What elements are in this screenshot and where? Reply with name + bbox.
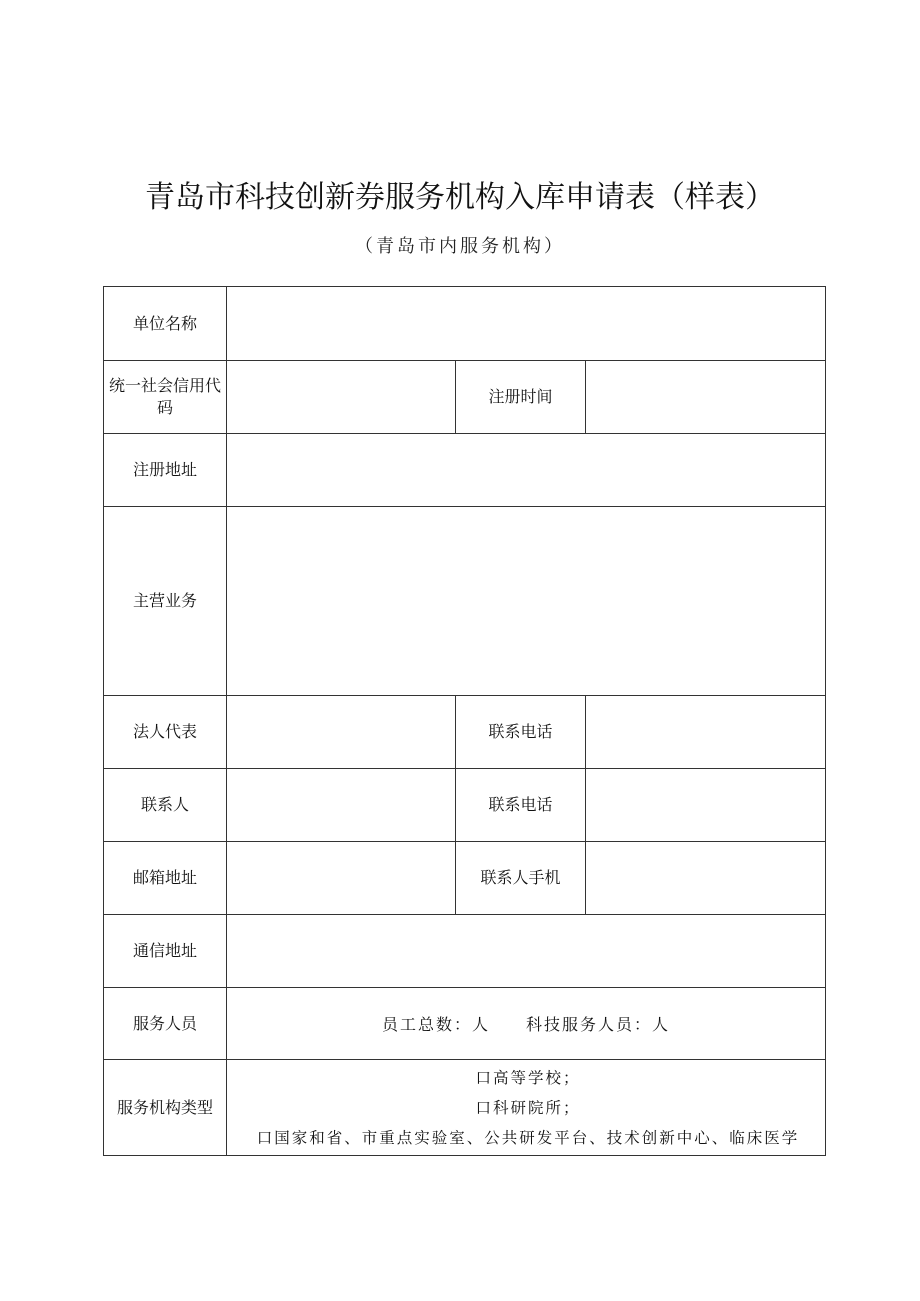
contact-mobile-label: 联系人手机 bbox=[456, 842, 586, 915]
org-type-label: 服务机构类型 bbox=[104, 1060, 227, 1156]
staff-label: 服务人员 bbox=[104, 988, 227, 1060]
contact-mobile-field[interactable] bbox=[586, 842, 826, 915]
contact-person-label: 联系人 bbox=[104, 769, 227, 842]
document-subtitle: （青岛市内服务机构） bbox=[355, 236, 565, 257]
row-reg-address bbox=[104, 434, 826, 507]
application-form-table bbox=[103, 286, 826, 1156]
credit-code-label: 统一社会信用代码 bbox=[104, 361, 227, 434]
reg-time-label: 注册时间 bbox=[456, 361, 586, 434]
contact-phone-label: 联系电话 bbox=[456, 696, 586, 769]
row-main-business bbox=[104, 507, 826, 696]
credit-code-field[interactable] bbox=[227, 361, 456, 434]
email-field[interactable] bbox=[227, 842, 456, 915]
staff-field[interactable] bbox=[227, 988, 826, 1060]
contact-person-field[interactable] bbox=[227, 769, 456, 842]
reg-time-field[interactable] bbox=[586, 361, 826, 434]
reg-address-label: 注册地址 bbox=[104, 434, 227, 507]
legal-rep-field[interactable] bbox=[227, 696, 456, 769]
unit-name-label: 单位名称 bbox=[104, 287, 227, 361]
org-type-options bbox=[227, 1060, 826, 1156]
unit-name-field[interactable] bbox=[227, 287, 826, 361]
document-title: 青岛市科技创新券服务机构入库申请表（样表） bbox=[145, 180, 775, 215]
row-contact-person bbox=[104, 769, 826, 842]
mail-address-field[interactable] bbox=[227, 915, 826, 988]
contact-phone2-label: 联系电话 bbox=[456, 769, 586, 842]
reg-address-field[interactable] bbox=[227, 434, 826, 507]
staff-total-text: 员工总数：人 bbox=[381, 1015, 490, 1034]
row-email bbox=[104, 842, 826, 915]
row-mail-address bbox=[104, 915, 826, 988]
email-label: 邮箱地址 bbox=[104, 842, 227, 915]
row-unit-name bbox=[104, 287, 826, 361]
row-staff bbox=[104, 988, 826, 1060]
org-type-option-key-lab[interactable]: 口国家和省、市重点实验室、公共研发平台、技术创新中心、临床医学 bbox=[256, 1128, 800, 1147]
org-type-option-research-institute[interactable]: 口科研院所； bbox=[475, 1098, 581, 1117]
contact-phone2-field[interactable] bbox=[586, 769, 826, 842]
staff-tech-text: 科技服务人员：人 bbox=[526, 1015, 671, 1034]
mail-address-label: 通信地址 bbox=[104, 915, 227, 988]
row-org-type bbox=[104, 1060, 826, 1156]
row-legal-rep bbox=[104, 696, 826, 769]
org-type-option-university[interactable]: 口高等学校； bbox=[475, 1068, 581, 1087]
main-business-label: 主营业务 bbox=[104, 507, 227, 696]
row-credit-code bbox=[104, 361, 826, 434]
legal-rep-label: 法人代表 bbox=[104, 696, 227, 769]
main-business-field[interactable] bbox=[227, 507, 826, 696]
contact-phone-field[interactable] bbox=[586, 696, 826, 769]
